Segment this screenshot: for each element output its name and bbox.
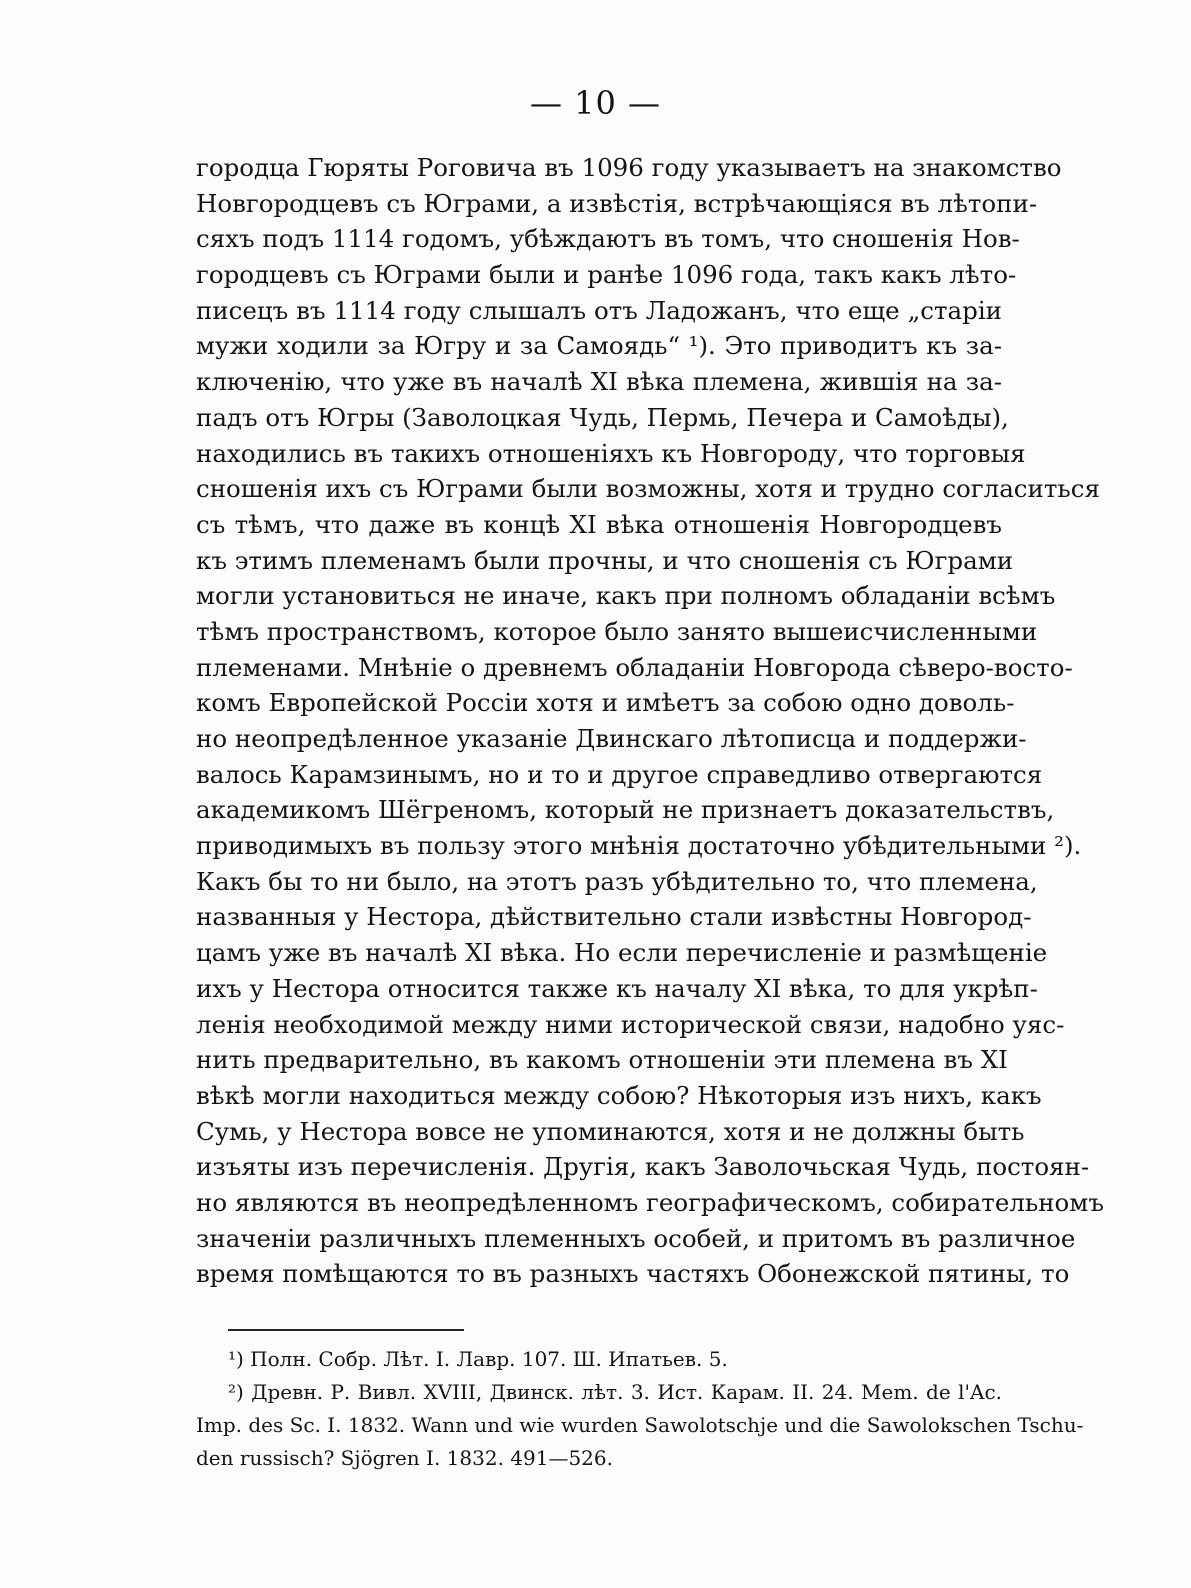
- text-line: къ этимъ племенамъ были прочны, и что сношенія съ Юграми: [196, 545, 1014, 575]
- text-line: писецъ въ 1114 году слышалъ отъ Ладожанъ, что еще „старіи: [196, 295, 1002, 325]
- text-line: городцевъ съ Юграми были и ранѣе 1096 года, такъ какъ лѣто-: [196, 260, 1017, 290]
- text-line: ленія необходимой между ними исторической связи, надобно уяс-: [196, 1009, 1065, 1039]
- footnote-2-continued: Imp. des Sc. I. 1832. Wann und wie wurden Sawolotschje und die Sawolokschen Tschu-: [196, 1413, 1084, 1437]
- text-line: академикомъ Шёгреномъ, который не признаетъ доказательствъ,: [196, 795, 1055, 825]
- text-line: ихъ у Нестора относится также къ началу XI вѣка, то для укрѣп-: [196, 973, 1038, 1003]
- footnote-2: ²) Древн. Р. Вивл. XVIII, Двинск. лѣт. 3. Ист. Карам. II. 24. Mem. de l'Ac.: [228, 1380, 1002, 1404]
- text-line: городца Гюряты Роговича въ 1096 году указываетъ на знакомство: [196, 153, 1062, 182]
- page-number: — 10 —: [529, 84, 662, 122]
- text-line: валось Карамзинымъ, но и то и другое справедливо отвергаются: [196, 759, 1043, 789]
- text-line: Сумь, у Нестора вовсе не упоминаются, хотя и не должны быть: [196, 1116, 1025, 1146]
- text-line: комъ Европейской Россіи хотя и имѣетъ за собою одно доволь-: [196, 688, 1015, 718]
- footnote-2-end: den russisch? Sjögren I. 1832. 491—526.: [196, 1446, 613, 1470]
- footnotes: [196, 1343, 1084, 1475]
- text-line: Какъ бы то ни было, на этотъ разъ убѣдительно то, что племена,: [196, 866, 1038, 896]
- text-line: сношенія ихъ съ Юграми были возможны, хотя и трудно согласиться: [196, 474, 1100, 504]
- text-line: находились въ такихъ отношеніяхъ къ Новгороду, что торговыя: [196, 438, 1026, 468]
- text-line: значеніи различныхъ племенныхъ особей, и притомъ въ различное: [196, 1223, 1076, 1253]
- text-line: могли установиться не иначе, какъ при полномъ обладаніи всѣмъ: [196, 581, 1056, 611]
- text-line: падъ отъ Югры (Заволоцкая Чудь, Пермь, Печера и Самоѣды),: [196, 402, 1009, 432]
- text-line: но являются въ неопредѣленномъ географическомъ, собирательномъ: [196, 1187, 1104, 1217]
- text-line: мужи ходили за Югру и за Самоядь“ ¹). Это приводитъ къ за-: [196, 331, 1002, 361]
- text-line: приводимыхъ въ пользу этого мнѣнія достаточно убѣдительными ²).: [196, 831, 1082, 861]
- text-line: Новгородцевъ съ Юграми, а извѣстія, встрѣчающіяся въ лѣтопи-: [196, 188, 1038, 218]
- footnote-divider: [228, 1329, 464, 1331]
- text-line: цамъ уже въ началѣ XI вѣка. Но если перечисленіе и размѣщеніе: [196, 938, 1048, 968]
- text-line: вѣкѣ могли находиться между собою? Нѣкоторыя изъ нихъ, какъ: [196, 1080, 1042, 1110]
- text-line: нить предварительно, въ какомъ отношеніи эти племена въ XI: [196, 1045, 1008, 1075]
- text-line: но неопредѣленное указаніе Двинскаго лѣтописца и поддержи-: [196, 724, 1027, 753]
- body-text: [196, 150, 1104, 1292]
- text-line: съ тѣмъ, что даже въ концѣ XI вѣка отношенія Новгородцевъ: [196, 509, 1002, 539]
- text-line: сяхъ подъ 1114 годомъ, убѣждаютъ въ томъ, что сношенія Нов-: [196, 224, 1020, 254]
- text-line: время помѣщаются то въ разныхъ частяхъ Обонежской пятины, то: [196, 1259, 1070, 1289]
- text-line: названныя у Нестора, дѣйствительно стали извѣстны Новгород-: [196, 902, 1032, 932]
- text-line: изъяты изъ перечисленія. Другія, какъ Заволочьская Чудь, постоян-: [196, 1152, 1090, 1182]
- text-line: ключенію, что уже въ началѣ XI вѣка племена, жившія на за-: [196, 367, 1002, 397]
- text-line: племенами. Мнѣніе о древнемъ обладаніи Новгорода сѣверо-восто-: [196, 652, 1073, 682]
- text-line: тѣмъ пространствомъ, которое было занято вышеисчисленными: [196, 616, 1038, 646]
- footnote-1: ¹) Полн. Собр. Лѣт. I. Лавр. 107. Ш. Ипатьев. 5.: [228, 1347, 728, 1371]
